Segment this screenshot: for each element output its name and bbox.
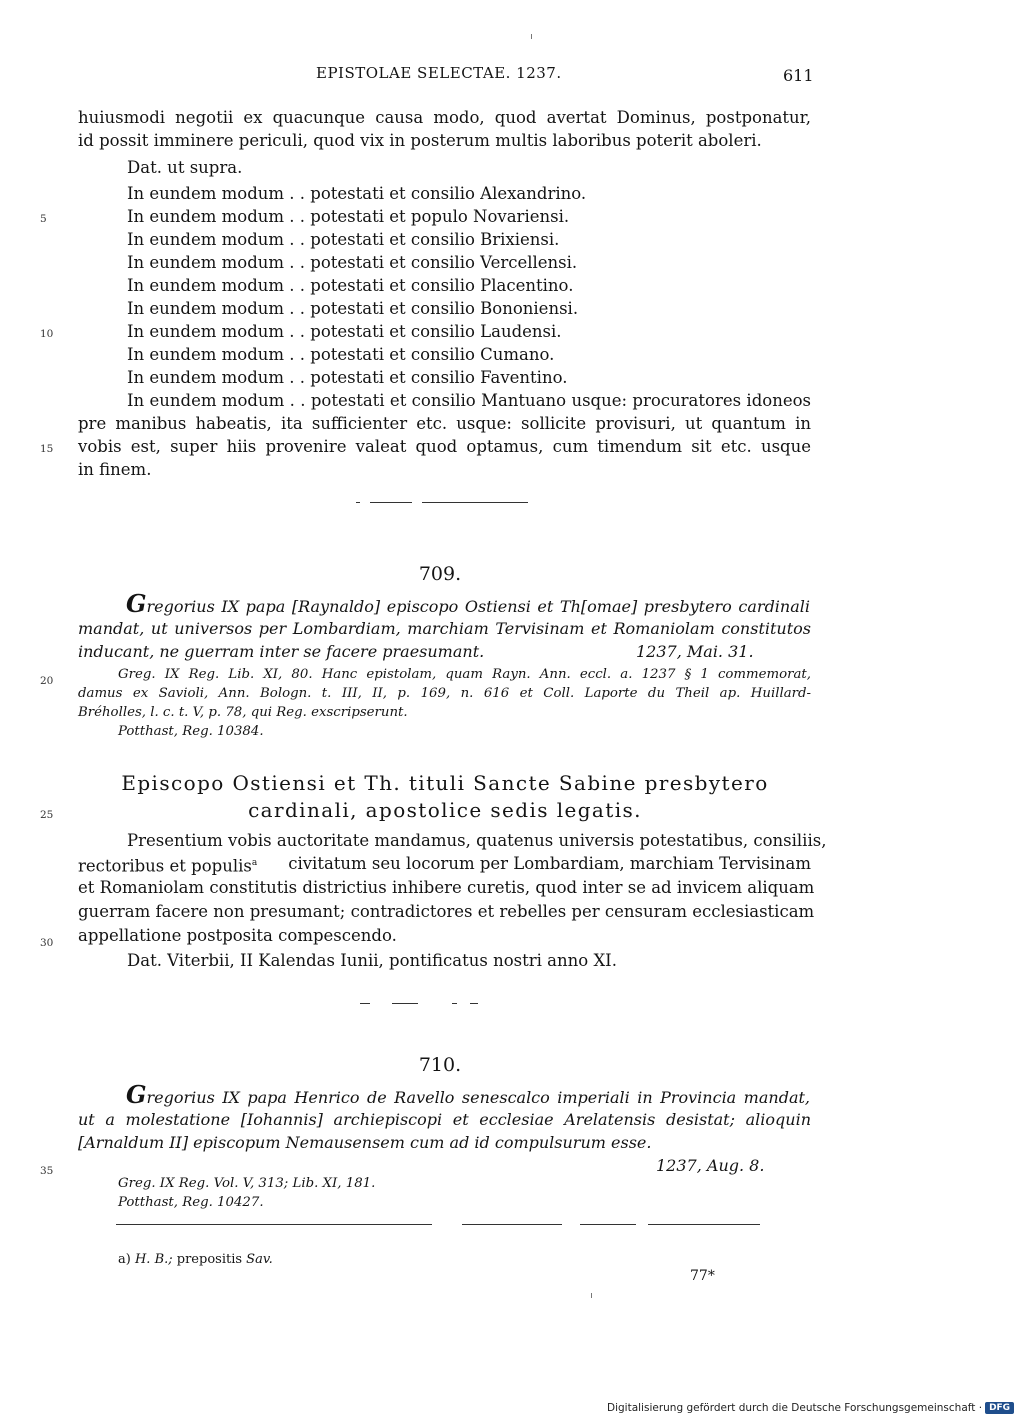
text-line: pre manibus habeatis, ita sufficienter etc. usque: sollicite provisuri, ut quantum in [78, 414, 811, 433]
eundem-line: In eundem modum . . potestati et consilio Alexandrino. [127, 184, 587, 203]
letter-address: Episcopo Ostiensi et Th. tituli Sancte Sabine presbytero [121, 771, 769, 795]
potthast-ref: Potthast, Reg. 10384. [118, 724, 264, 739]
text-segment [78, 852, 257, 878]
page-number: 611 [783, 66, 814, 85]
scan-mark [531, 34, 532, 39]
line-number: 10 [40, 328, 54, 340]
footnote-siglum: H. B.; [134, 1252, 173, 1267]
dfg-logo-icon: DFG [985, 1402, 1014, 1414]
text-segment-a: rectoribus et populis [78, 856, 252, 876]
regest-line [126, 589, 810, 618]
footnote-rule [116, 1224, 432, 1225]
text-line [78, 852, 811, 878]
text-segment: civitatum seu locorum per Lombardiam, marchiam Tervisinam [288, 854, 811, 873]
letter-number: 710. [418, 1054, 462, 1076]
footnote-rule [580, 1224, 636, 1225]
regest-line: [Arnaldum II] episcopum Nemausensem cum ad id compulsurum esse. [78, 1133, 652, 1152]
line-number: 30 [40, 937, 54, 949]
regest-line: inducant, ne guerram inter se facere praesumant. [78, 642, 485, 661]
letter-address: cardinali, apostolice sedis legatis. [248, 798, 642, 822]
source-line: Greg. IX Reg. Vol. V, 313; Lib. XI, 181. [118, 1176, 376, 1191]
text-line: id possit imminere periculi, quod vix in posterum multis laboribus poterit aboleri. [78, 131, 762, 150]
eundem-line: In eundem modum . . potestati et consilio Placentino. [127, 276, 574, 295]
eundem-line: In eundem modum . . potestati et consilio Vercellensi. [127, 253, 578, 272]
regest-line: ut a molestatione [Iohannis] archiepiscopi et ecclesiae Arelatensis desistat; alioquin [78, 1110, 811, 1129]
eundem-line: In eundem modum . . potestati et consilio Faventino. [127, 368, 568, 387]
footnote-marker: a [251, 858, 258, 868]
separator-rule [356, 502, 360, 503]
letter-date: 1237, Mai. 31. [636, 642, 754, 661]
regest-text: regorius IX papa [Raynaldo] episcopo Ostiensi et Th[omae] presbytero cardinali [146, 597, 810, 616]
eundem-line: In eundem modum . . potestati et consilio Laudensi. [127, 322, 562, 341]
text-line: vobis est, super hiis provenire valeat quod optamus, cum timendum sit etc. usque [78, 437, 811, 456]
text-line: In eundem modum . . potestati et consilio Mantuano usque: procuratores idoneos [127, 391, 811, 410]
source-line: Greg. IX Reg. Lib. XI, 80. Hanc epistolam, quam Rayn. Ann. eccl. a. 1237 § 1 commemorat, [118, 667, 811, 682]
separator-rule [370, 502, 412, 503]
regest-line [126, 1080, 810, 1109]
footnote-marker: a) [118, 1252, 135, 1267]
sheet-signature: 77* [690, 1268, 715, 1284]
separator-rule [392, 1003, 418, 1004]
separator-rule [470, 1003, 478, 1004]
source-line: damus ex Savioli, Ann. Bologn. t. III, II, p. 169, n. 616 et Coll. Laporte du Theil ap. Huillard- [78, 686, 811, 701]
text-line: in finem. [78, 460, 152, 479]
regest-text: regorius IX papa Henrico de Ravello senescalco imperiali in Provincia mandat, [146, 1088, 810, 1107]
eundem-line: In eundem modum . . potestati et consilio Brixiensi. [127, 230, 560, 249]
dat-line: Dat. ut supra. [127, 158, 243, 177]
eundem-line: In eundem modum . . potestati et populo Novariensi. [127, 207, 570, 226]
dat-line: Dat. Viterbii, II Kalendas Iunii, pontificatus nostri anno XI. [127, 951, 617, 970]
eundem-line: In eundem modum . . potestati et consilio Cumano. [127, 345, 555, 364]
running-head: EPISTOLAE SELECTAE. 1237. [316, 64, 562, 82]
footnote [118, 1252, 273, 1267]
separator-rule [452, 1003, 457, 1004]
text-line: huiusmodi negotii ex quacunque causa modo, quod avertat Dominus, postponatur, [78, 108, 811, 127]
regest-line: mandat, ut universos per Lombardiam, marchiam Tervisinam et Romaniolam constitutos [78, 619, 811, 638]
footnote-rule [462, 1224, 562, 1225]
separator-rule [360, 1003, 370, 1004]
letter-date: 1237, Aug. 8. [656, 1156, 765, 1175]
banner-text: Digitalisierung gefördert durch die Deutsche Forschungsgemeinschaft · [607, 1402, 983, 1414]
line-number: 20 [40, 675, 54, 687]
regest-initial: G [126, 1080, 147, 1109]
line-number: 25 [40, 809, 54, 821]
footnote-source: Sav. [246, 1252, 273, 1267]
text-line: et Romaniolam constitutis districtius inhibere curetis, quod inter se ad invicem aliquam [78, 878, 815, 897]
scan-mark [591, 1293, 592, 1298]
footnote-text: prepositis [172, 1252, 247, 1267]
footnote-rule [648, 1224, 760, 1225]
text-line: appellatione postposita compescendo. [78, 926, 397, 945]
line-number: 15 [40, 443, 54, 455]
eundem-line: In eundem modum . . potestati et consilio Bononiensi. [127, 299, 579, 318]
source-line: Bréholles, l. c. t. V, p. 78, qui Reg. exscripserunt. [78, 705, 408, 720]
line-number: 5 [40, 213, 47, 225]
digitization-banner [607, 1402, 1014, 1414]
line-number: 35 [40, 1165, 54, 1177]
text-line: Presentium vobis auctoritate mandamus, quatenus universis potestatibus, consiliis, [127, 831, 827, 850]
letter-number: 709. [418, 563, 462, 585]
text-line: guerram facere non presumant; contradictores et rebelles per censuram ecclesiasticam [78, 902, 815, 921]
separator-rule [422, 502, 528, 503]
regest-initial: G [126, 589, 147, 618]
potthast-ref: Potthast, Reg. 10427. [118, 1195, 264, 1210]
